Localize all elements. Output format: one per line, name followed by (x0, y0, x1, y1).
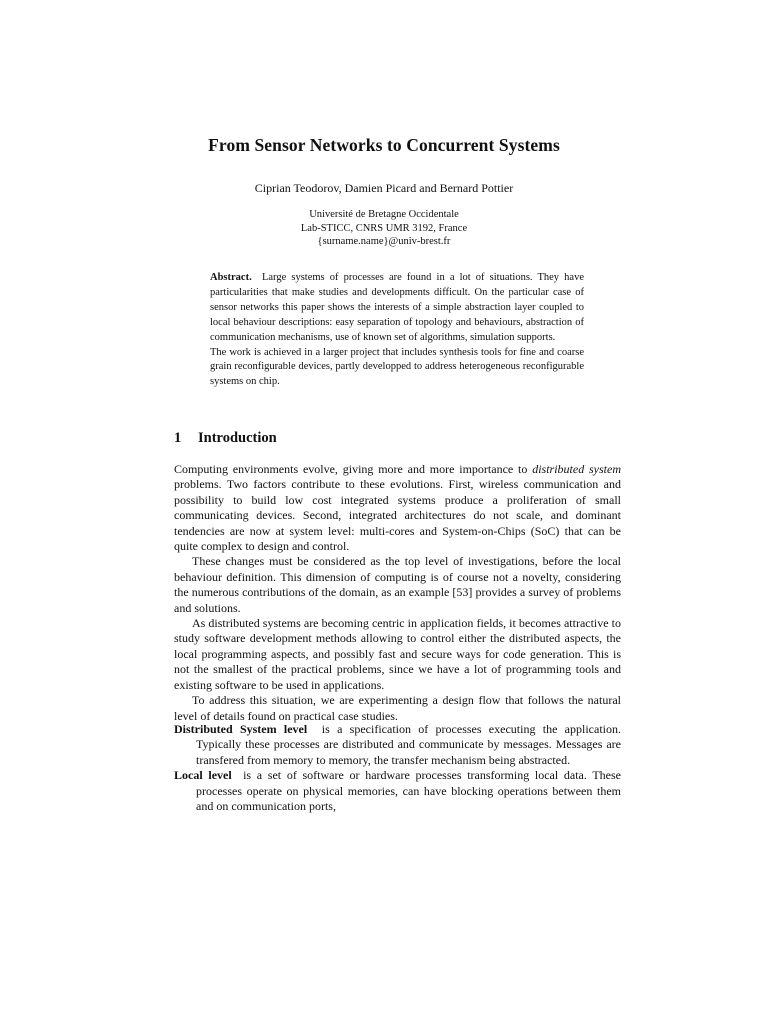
emphasis-term: distributed system (532, 462, 621, 476)
definition-item (174, 722, 621, 768)
body-paragraph-1: Computing environments evolve, giving more and more importance to distributed system problems. Two factors contribute to these evolutions. First, wireless communication and possibility to build low cost integrated systems produce a proliferation of small communicating devices. Second, integrated architectures do not scale, and dominant tendencies are now at system level: multi-cores and System-on-Chips (SoC) that can be quite complex to design and control. (174, 462, 621, 554)
definition-term: Local level (174, 768, 232, 783)
definition-text: is a set of software or hardware processes transforming local data. These processes operate on physical memories, can have blocking operations between them and on communication ports, (196, 768, 622, 814)
abstract-text-1: Large systems of processes are found in a lot of situations. They have particularities that make studies and developments difficult. On the particular case of sensor networks this paper shows the interests of a simple abstraction layer coupled to local behaviour descriptions: easy separation of topology and behaviours, abstraction of communication mechanisms, use of known set of algorithms, simulation supports. (210, 272, 584, 343)
affiliation-block (0, 208, 768, 249)
abstract-paragraph-2: The work is achieved in a larger project that includes synthesis tools for fine and coarse grain reconfigurable devices, partly developped to address heterogeneous reconfigurable systems on chip. (210, 346, 584, 388)
body-paragraph-4: To address this situation, we are experimenting a design flow that follows the natural level of details found on practical case studies. (174, 693, 621, 723)
paper-title: From Sensor Networks to Concurrent Systems (208, 135, 560, 155)
abstract-paragraph-1 (210, 271, 584, 346)
abstract-block (210, 271, 584, 390)
section-title: Introduction (198, 430, 277, 446)
body-paragraph-2: These changes must be considered as the top level of investigations, before the local behaviour definition. This dimension of computing is of course not a novelty, considering the numerous contributions of the domain, as an example [53] provides a survey of problems and solutions. (174, 554, 621, 615)
section-body (174, 462, 621, 724)
definition-text: is a specification of processes executing the application. Typically these processes are distributed and communicate by messages. Messages are transfered from memory to memory, the transfer mechanism being abstracted. (196, 722, 621, 767)
affiliation-lab: Lab-STICC, CNRS UMR 3192, France (300, 222, 468, 234)
affiliation-university: Université de Bretagne Occidentale (309, 209, 459, 220)
abstract-label: Abstract. (210, 272, 252, 283)
affiliation-email: {surname.name}@univ-brest.fr (317, 236, 451, 247)
definition-term: Distributed System level (174, 722, 308, 736)
body-paragraph-3: As distributed systems are becoming centric in application fields, it becomes attractive to study software development methods allowing to control either the distributed aspects, the local programming aspects, and possibly fast and secure ways for code generation. This is not the smallest of the practical problems, since we have a lot of programming tools and existing software to be used in applications. (174, 616, 621, 692)
definition-item (174, 768, 621, 814)
author-list: Ciprian Teodorov, Damien Picard and Bernard Pottier (254, 181, 514, 195)
section-number: 1 (174, 430, 182, 446)
section-heading (174, 430, 277, 447)
definition-list (174, 722, 621, 814)
